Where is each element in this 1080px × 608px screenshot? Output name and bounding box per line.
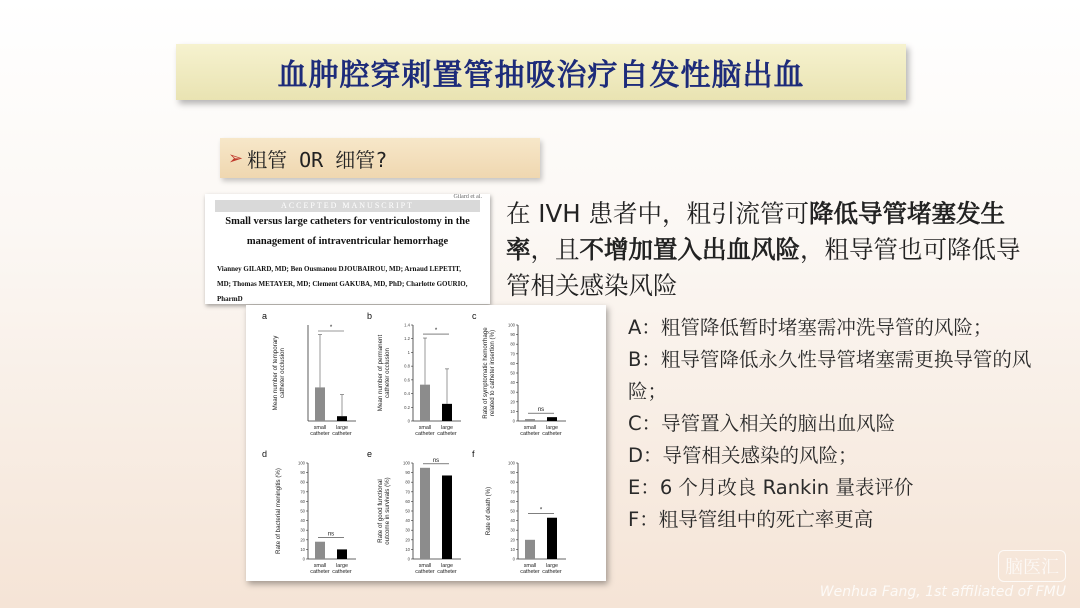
y-tick-label-e: 70 xyxy=(405,489,410,495)
y-tick-label-d: 40 xyxy=(300,518,305,524)
bar-f-large xyxy=(547,518,557,559)
y-tick-label-c: 80 xyxy=(510,341,515,347)
y-tick-label-d: 20 xyxy=(300,537,305,543)
x-tick-label-d: large catheter xyxy=(332,563,352,575)
y-tick-label-f: 70 xyxy=(510,489,515,495)
paper-title-line1: Small versus large catheters for ventriculostomy in the xyxy=(225,216,470,227)
paper-snippet xyxy=(205,194,490,304)
watermark-logo: 脑医汇 xyxy=(998,550,1066,582)
bar-d-large xyxy=(337,549,347,559)
bar-a-small xyxy=(315,387,325,421)
y-tick-label-d: 90 xyxy=(300,470,305,476)
main-text-part3: ，粗导管也可降低导管相关感染风险 xyxy=(506,235,1021,300)
main-text-bold2: 不增加置入出血风险 xyxy=(579,235,800,264)
manuscript-band: ACCEPTED MANUSCRIPT xyxy=(215,200,480,212)
finding-item-c: C：导管置入相关的脑出血风险 xyxy=(628,412,896,435)
panel-label-b: b xyxy=(367,311,373,321)
bar-c-small xyxy=(525,419,535,421)
y-tick-label-b: 1.4 xyxy=(404,322,410,328)
y-tick-label-d: 80 xyxy=(300,479,305,485)
main-text-part1: 在 IVH 患者中，粗引流管可 xyxy=(506,199,809,228)
y-tick-label-d: 70 xyxy=(300,489,305,495)
y-tick-label-f: 90 xyxy=(510,470,515,476)
y-tick-label-b: 0.8 xyxy=(404,363,410,369)
y-tick-label-f: 50 xyxy=(510,508,515,514)
panel-label-d: d xyxy=(262,449,268,459)
arrow-bullet-icon: ➢ xyxy=(228,147,244,169)
y-axis-label-f: Rate of death (%) xyxy=(485,486,492,536)
x-tick-label-b: large catheter xyxy=(437,425,457,437)
significance-marker-e: ns xyxy=(432,457,440,464)
y-tick-label-c: 100 xyxy=(508,322,515,328)
y-tick-label-c: 10 xyxy=(510,408,515,414)
y-tick-label-f: 30 xyxy=(510,527,515,533)
y-tick-label-d: 10 xyxy=(300,546,305,552)
y-tick-label-f: 0 xyxy=(512,556,515,562)
x-tick-label-c: large catheter xyxy=(542,425,562,437)
y-tick-label-b: 0 xyxy=(407,418,410,424)
y-tick-label-c: 60 xyxy=(510,360,515,366)
y-tick-label-e: 50 xyxy=(405,508,410,514)
panel-label-a: a xyxy=(262,311,268,321)
significance-marker-b: * xyxy=(434,328,438,335)
x-tick-label-e: small catheter xyxy=(415,563,435,575)
significance-marker-f: * xyxy=(539,507,543,514)
y-tick-label-d: 30 xyxy=(300,527,305,533)
x-tick-label-e: large catheter xyxy=(437,563,457,575)
bar-f-small xyxy=(525,540,535,559)
panel-label-f: f xyxy=(472,449,475,459)
bar-d-small xyxy=(315,542,325,559)
x-tick-label-c: small catheter xyxy=(520,425,540,437)
finding-item-f: F：粗导管组中的死亡率更高 xyxy=(628,508,874,531)
y-tick-label-c: 50 xyxy=(510,370,515,376)
finding-item-e: E：6 个月改良 Rankin 量表评价 xyxy=(628,476,914,499)
y-tick-label-e: 100 xyxy=(403,460,410,466)
y-axis-label-e: Rate of good functionaloutcome in survivals (%) xyxy=(377,477,391,545)
results-figure-svg xyxy=(246,305,606,581)
paper-title-line2: management of intraventricular hemorrhage xyxy=(246,236,449,247)
x-tick-label-b: small catheter xyxy=(415,425,435,437)
y-tick-label-c: 30 xyxy=(510,389,515,395)
slide-title-banner xyxy=(176,44,906,100)
subtitle-text: 粗管 OR 细管? xyxy=(247,147,388,172)
main-finding-text xyxy=(506,196,1026,304)
x-tick-label-a: small catheter xyxy=(310,425,330,437)
y-tick-label-b: 0.2 xyxy=(404,404,410,410)
y-tick-label-f: 40 xyxy=(510,518,515,524)
x-tick-label-d: small catheter xyxy=(310,563,330,575)
finding-item-b: B：粗导管降低永久性导管堵塞需更换导管的风险； xyxy=(628,348,1032,403)
x-tick-label-a: large catheter xyxy=(332,425,352,437)
results-figure xyxy=(246,305,606,581)
y-tick-label-d: 0 xyxy=(302,556,305,562)
watermark xyxy=(820,550,1066,600)
y-axis-label-a: Mean number of temporarycatheter occlusion xyxy=(272,335,286,411)
paper-citation: Gilard et al. xyxy=(453,194,482,200)
panel-label-c: c xyxy=(472,311,477,321)
bar-b-large xyxy=(442,404,452,421)
y-tick-label-e: 0 xyxy=(407,556,410,562)
bar-b-small xyxy=(420,385,430,421)
x-tick-label-f: large catheter xyxy=(542,563,562,575)
y-tick-label-b: 0.6 xyxy=(404,377,410,383)
y-tick-label-b: 1.2 xyxy=(404,336,410,342)
significance-marker-a: * xyxy=(329,325,333,331)
y-tick-label-c: 70 xyxy=(510,351,515,357)
y-tick-label-e: 30 xyxy=(405,527,410,533)
y-tick-label-f: 80 xyxy=(510,479,515,485)
y-tick-label-c: 0 xyxy=(512,418,515,424)
y-tick-label-c: 90 xyxy=(510,332,515,338)
y-tick-label-e: 60 xyxy=(405,498,410,504)
watermark-credit: Wenhua Fang, 1st affiliated of FMU xyxy=(819,584,1066,600)
y-tick-label-c: 40 xyxy=(510,380,515,386)
y-tick-label-b: 1 xyxy=(407,349,410,355)
paper-authors-line3: PharmD xyxy=(217,295,243,303)
slide-title: 血肿腔穿刺置管抽吸治疗自发性脑出血 xyxy=(277,58,805,93)
findings-list xyxy=(628,312,1048,536)
subtitle-banner xyxy=(220,138,540,178)
paper-authors xyxy=(217,262,484,304)
y-tick-label-b: 0.4 xyxy=(404,391,410,397)
bar-a-large xyxy=(337,416,347,421)
bar-e-small xyxy=(420,468,430,559)
finding-item-a: A：粗管降低暂时堵塞需冲洗导管的风险； xyxy=(628,316,993,339)
finding-item-d: D：导管相关感染的风险； xyxy=(628,444,858,467)
paper-authors-line2: MD; Thomas METAYER, MD; Clement GAKUBA, MD, PhD; Charlotte GOURIO, xyxy=(217,280,468,288)
y-tick-label-d: 50 xyxy=(300,508,305,514)
significance-marker-c: ns xyxy=(537,407,545,414)
bar-c-large xyxy=(547,417,557,421)
bar-e-large xyxy=(442,475,452,559)
y-tick-label-e: 90 xyxy=(405,470,410,476)
y-tick-label-e: 10 xyxy=(405,546,410,552)
y-tick-label-f: 60 xyxy=(510,498,515,504)
main-text-part2: ，且 xyxy=(530,235,580,264)
panel-label-e: e xyxy=(367,449,373,459)
y-axis-label-b: Mean number of permanentcatheter occlusion xyxy=(377,334,391,412)
y-tick-label-f: 10 xyxy=(510,546,515,552)
y-tick-label-f: 20 xyxy=(510,537,515,543)
y-tick-label-f: 100 xyxy=(508,460,515,466)
y-tick-label-c: 20 xyxy=(510,399,515,405)
y-tick-label-e: 80 xyxy=(405,479,410,485)
significance-marker-d: ns xyxy=(327,531,335,538)
y-axis-label-d: Rate of bacterial meningitis (%) xyxy=(275,468,282,554)
y-axis-label-c: Rate of symptomatic hemorrhagerelated to catheter insertion (%) xyxy=(482,327,496,419)
y-tick-label-d: 100 xyxy=(298,460,305,466)
y-tick-label-e: 40 xyxy=(405,518,410,524)
paper-authors-line1: Vianney GILARD, MD; Ben Ousmanou DJOUBAIROU, MD; Arnaud LEPETIT, xyxy=(217,265,462,273)
main-text-bold1: 降低导管堵塞发生率 xyxy=(506,199,1005,264)
x-tick-label-f: small catheter xyxy=(520,563,540,575)
y-tick-label-d: 60 xyxy=(300,498,305,504)
y-tick-label-e: 20 xyxy=(405,537,410,543)
